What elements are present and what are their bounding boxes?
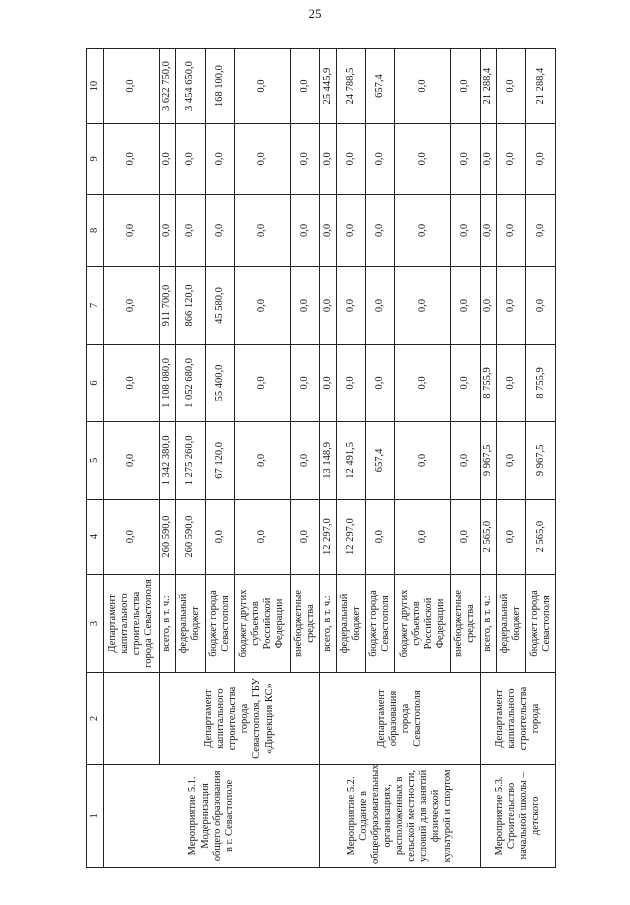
measure-name: Мероприятие 5.3. Строительство начальной школы – детского: [480, 764, 555, 867]
value-cell: 0,0: [526, 194, 556, 267]
value-cell: 866 120,0: [176, 267, 205, 344]
value-cell: 0,0: [176, 124, 205, 194]
funding-source: внебюджетные средства: [451, 574, 480, 673]
value-cell: 1 275 260,0: [176, 422, 205, 499]
value-cell: 2 565,0: [480, 499, 496, 574]
funding-source: бюджет других субъектов Российской Федерации: [234, 574, 290, 673]
funding-source: бюджет города Севастополя: [526, 574, 556, 673]
measure-name: Мероприятие 5.2. Создание в общеобразовательных организациях, расположенных в сельской местности, условий для занятий физической культурой и спортом: [320, 764, 480, 867]
value-cell: 21 288,4: [480, 49, 496, 124]
value-cell: 0,0: [290, 499, 319, 574]
value-cell: 0,0: [480, 194, 496, 267]
value-cell: 1 052 680,0: [176, 344, 205, 421]
value-cell: 0,0: [205, 124, 234, 194]
measure-name: Мероприятие 5.1. Модернизация общего образования в г. Севастополе: [104, 764, 320, 867]
value-cell: 0,0: [496, 344, 525, 421]
value-cell: 657,4: [365, 422, 394, 499]
value-cell: 0,0: [320, 124, 336, 194]
table-body: [87, 49, 556, 868]
value-cell: 0,0: [234, 344, 290, 421]
value-cell: 12 297,0: [320, 499, 336, 574]
value-cell: 260 590,0: [176, 499, 205, 574]
value-cell: 12 297,0: [336, 499, 365, 574]
value-cell: 0,0: [159, 124, 175, 194]
value-cell: 0,0: [451, 194, 480, 267]
page-number: 25: [308, 6, 322, 21]
value-cell: 657,4: [365, 49, 394, 124]
column-number-header: 2: [87, 673, 104, 765]
funding-source: федеральный бюджет: [496, 574, 525, 673]
column-number-header: 3: [87, 574, 104, 673]
executor: Департамент капитального строительства города Севастополя, ГБУ «Дирекция КС»: [159, 673, 319, 765]
value-cell: 0,0: [104, 267, 160, 344]
value-cell: 0,0: [176, 194, 205, 267]
value-cell: 0,0: [104, 124, 160, 194]
value-cell: 0,0: [234, 124, 290, 194]
value-cell: 0,0: [480, 124, 496, 194]
value-cell: 0,0: [234, 267, 290, 344]
value-cell: 0,0: [365, 344, 394, 421]
value-cell: 2 565,0: [526, 499, 556, 574]
value-cell: 0,0: [480, 267, 496, 344]
funding-source: всего, в т. ч.:: [159, 574, 175, 673]
budget-table: [86, 48, 556, 868]
value-cell: 0,0: [395, 499, 451, 574]
value-cell: 0,0: [205, 194, 234, 267]
value-cell: 0,0: [159, 194, 175, 267]
value-cell: 0,0: [496, 49, 525, 124]
value-cell: 0,0: [496, 194, 525, 267]
column-number-header: 5: [87, 422, 104, 499]
column-number-header: 9: [87, 124, 104, 194]
value-cell: 0,0: [395, 267, 451, 344]
value-cell: 0,0: [395, 49, 451, 124]
value-cell: 67 120,0: [205, 422, 234, 499]
value-cell: 0,0: [290, 124, 319, 194]
value-cell: 0,0: [290, 194, 319, 267]
value-cell: 0,0: [320, 344, 336, 421]
value-cell: 24 788,5: [336, 49, 365, 124]
header-row: [87, 49, 104, 868]
value-cell: 8 755,9: [526, 344, 556, 421]
value-cell: 9 967,5: [526, 422, 556, 499]
column-number-header: 7: [87, 267, 104, 344]
value-cell: 55 400,0: [205, 344, 234, 421]
value-cell: 0,0: [451, 422, 480, 499]
value-cell: 168 100,0: [205, 49, 234, 124]
value-cell: 9 967,5: [480, 422, 496, 499]
value-cell: 0,0: [496, 499, 525, 574]
value-cell: 0,0: [234, 499, 290, 574]
value-cell: 0,0: [234, 422, 290, 499]
value-cell: 0,0: [205, 499, 234, 574]
column-number-header: 4: [87, 499, 104, 574]
funding-source: всего, в т. ч.:: [320, 574, 336, 673]
value-cell: 0,0: [336, 194, 365, 267]
value-cell: 0,0: [365, 499, 394, 574]
table-row: [104, 49, 160, 868]
value-cell: 0,0: [104, 49, 160, 124]
value-cell: 13 148,9: [320, 422, 336, 499]
value-cell: 0,0: [104, 344, 160, 421]
executor-blank-cell: [104, 673, 160, 765]
value-cell: 45 580,0: [205, 267, 234, 344]
value-cell: 3 454 650,0: [176, 49, 205, 124]
value-cell: 1 342 380,0: [159, 422, 175, 499]
rotated-table-container: [86, 48, 556, 868]
value-cell: 0,0: [290, 49, 319, 124]
executor: Департамент капитального строительства города: [480, 673, 555, 765]
table-row: [159, 49, 175, 868]
column-number-header: 6: [87, 344, 104, 421]
value-cell: 0,0: [290, 267, 319, 344]
funding-source: внебюджетные средства: [290, 574, 319, 673]
value-cell: 0,0: [104, 422, 160, 499]
value-cell: 0,0: [365, 194, 394, 267]
value-cell: 0,0: [451, 267, 480, 344]
value-cell: 0,0: [336, 124, 365, 194]
column-number-header: 8: [87, 194, 104, 267]
value-cell: 12 491,5: [336, 422, 365, 499]
value-cell: 0,0: [395, 422, 451, 499]
value-cell: 0,0: [234, 194, 290, 267]
funding-source: бюджет других субъектов Российской Федерации: [395, 574, 451, 673]
value-cell: 8 755,9: [480, 344, 496, 421]
value-cell: 0,0: [526, 124, 556, 194]
column-number-header: 10: [87, 49, 104, 124]
value-cell: 0,0: [336, 267, 365, 344]
funding-source: бюджет города Севастополя: [205, 574, 234, 673]
value-cell: 911 700,0: [159, 267, 175, 344]
table-row: [480, 49, 496, 868]
value-cell: 0,0: [395, 344, 451, 421]
value-cell: 1 108 080,0: [159, 344, 175, 421]
value-cell: 0,0: [451, 49, 480, 124]
executor: Департамент образования города Севастополя: [320, 673, 480, 765]
value-cell: 0,0: [451, 124, 480, 194]
value-cell: 260 590,0: [159, 499, 175, 574]
funding-source: Департамент капитального строительства города Севастополя: [104, 574, 160, 673]
value-cell: 0,0: [290, 422, 319, 499]
funding-source: федеральный бюджет: [336, 574, 365, 673]
value-cell: 0,0: [451, 499, 480, 574]
value-cell: 0,0: [496, 124, 525, 194]
value-cell: 0,0: [320, 194, 336, 267]
value-cell: 0,0: [234, 49, 290, 124]
value-cell: 3 622 750,0: [159, 49, 175, 124]
value-cell: 0,0: [395, 194, 451, 267]
value-cell: 0,0: [496, 267, 525, 344]
funding-source: всего, в т. ч.:: [480, 574, 496, 673]
value-cell: 0,0: [365, 267, 394, 344]
value-cell: 0,0: [526, 267, 556, 344]
value-cell: 0,0: [320, 267, 336, 344]
value-cell: 0,0: [104, 499, 160, 574]
value-cell: 25 445,9: [320, 49, 336, 124]
table-row: [320, 49, 336, 868]
value-cell: 0,0: [395, 124, 451, 194]
funding-source: бюджет города Севастополя: [365, 574, 394, 673]
column-number-header: 1: [87, 764, 104, 867]
value-cell: 0,0: [451, 344, 480, 421]
value-cell: 0,0: [290, 344, 319, 421]
funding-source: федеральный бюджет: [176, 574, 205, 673]
value-cell: 21 288,4: [526, 49, 556, 124]
value-cell: 0,0: [496, 422, 525, 499]
value-cell: 0,0: [104, 194, 160, 267]
value-cell: 0,0: [365, 124, 394, 194]
value-cell: 0,0: [336, 344, 365, 421]
